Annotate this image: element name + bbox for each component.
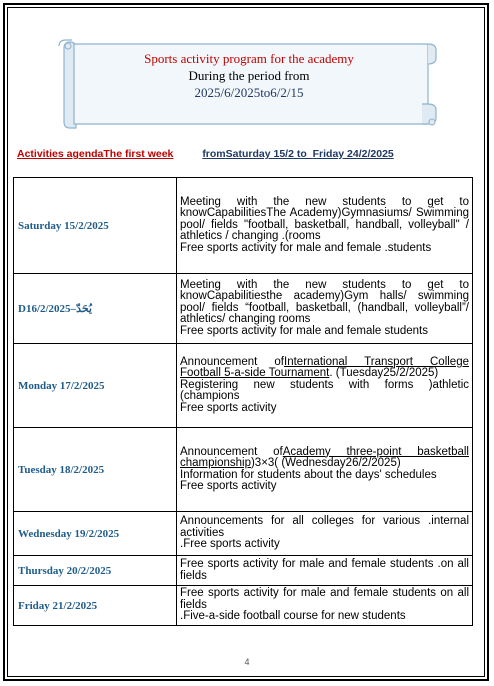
- table-row: [14, 428, 473, 512]
- day-cell: Wednesday 19/2/2025: [14, 512, 177, 556]
- activity-cell: [177, 556, 473, 586]
- page-number: 4: [244, 657, 250, 667]
- day-cell: Thursday 20/2/2025: [14, 556, 177, 586]
- activity-line: Free sports activity: [180, 401, 277, 414]
- announcement-after: . (Tuesday25/2/2025): [329, 367, 439, 380]
- period-dates: 2025/6/2025to6/2/15: [194, 85, 304, 100]
- table-row: [14, 178, 473, 274]
- activity-cell: [177, 512, 473, 556]
- activity-line: Registering new students with forms )athletic (champions: [180, 378, 469, 403]
- agenda-range: [202, 148, 393, 160]
- activity-line: Free sports activity: [180, 480, 277, 492]
- announcement-link[interactable]: Academy three-point basketball championship: [180, 445, 469, 469]
- activity-line: Free sports activity for male and female students .on all fields: [180, 558, 469, 582]
- announcement-intro: Announcement of: [180, 445, 283, 458]
- day-cell: D16/2/2025–يُحَدّ: [14, 274, 177, 344]
- agenda-range-prefix: from: [202, 148, 226, 160]
- table-row: [14, 344, 473, 428]
- activity-line: Free sports activity for male and female .students: [180, 241, 432, 254]
- activity-cell: [177, 178, 473, 274]
- activity-cell: [177, 586, 473, 626]
- announcement-link[interactable]: International Transport College Football 5-a-side Tournament: [180, 355, 469, 380]
- table-row: [14, 586, 473, 626]
- activity-announcement: [180, 447, 469, 470]
- activity-line: Free sports activity for male and female students on all fields: [180, 587, 469, 611]
- agenda-label: Activities agendaThe first week: [17, 148, 174, 160]
- agenda-range-mid: to: [293, 148, 313, 160]
- activity-cell: [177, 344, 473, 428]
- table-row: [14, 512, 473, 556]
- agenda-range-start: Saturday 15/2: [225, 148, 294, 160]
- activity-line: Information for students about the days' schedules: [180, 468, 437, 481]
- activity-cell: [177, 274, 473, 344]
- day-cell: Tuesday 18/2/2025: [14, 428, 177, 512]
- title-scroll-banner: [56, 36, 442, 132]
- activity-line: Meeting with the new students to get to knowCapabilitiesthe academy)Gym halls/ swimming pool/ fields “football, basketball, (handball, volleyball”/ athletics/ changing rooms: [180, 278, 469, 326]
- table-row: [14, 556, 473, 586]
- day-cell: Saturday 15/2/2025: [14, 178, 177, 274]
- activity-schedule-table: [13, 177, 473, 626]
- table-row: [14, 274, 473, 344]
- activity-cell: [177, 428, 473, 512]
- activity-line: Free sports activity for male and female students: [180, 324, 428, 337]
- activity-line: .Free sports activity: [180, 538, 280, 551]
- activity-announcement: [180, 357, 469, 380]
- day-cell: Friday 21/2/2025: [14, 586, 177, 626]
- activity-line: Announcements for all colleges for various .internal activities: [180, 515, 469, 539]
- agenda-range-end: Friday 24/2/2025: [312, 148, 394, 160]
- period-label: During the period from: [188, 68, 310, 83]
- activity-line: .Five-a-side football course for new students: [180, 610, 406, 623]
- program-title: Sports activity program for the academy: [144, 51, 354, 66]
- announcement-after: )3×3( (Wednesday26/2/2025): [250, 457, 401, 469]
- announcement-intro: Announcement of: [180, 355, 285, 368]
- agenda-heading: [17, 148, 487, 160]
- activity-line: Meeting with the new students to get to knowCapabilitiesThe Academy)Gymnasiums/ Swimming pool/ fields "football, basketball, handball, volleyball" / athletics / changing .(rooms: [180, 195, 469, 243]
- day-cell: Monday 17/2/2025: [14, 344, 177, 428]
